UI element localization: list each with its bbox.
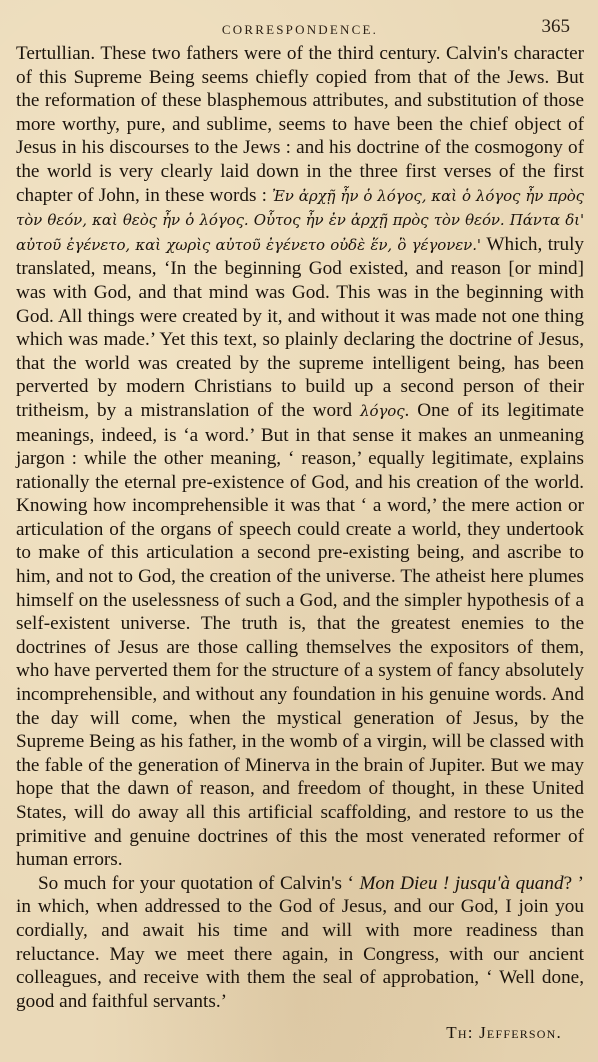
signature: Th: Jefferson. [446, 1023, 562, 1043]
body-text [16, 42, 584, 1045]
page-number: 365 [541, 16, 570, 37]
paragraph-1-part-2: Which, truly translated, means, ‘In the beginning God existed, and reason [or mind] was with God, and that mind was God. This was in the beginning with God. All things were created by it, and without it was made not one thing which was made.’ Yet this text, so plainly declaring the doctrine of Jesus, that the world was created by the supreme intelligent being, has been perverted by modern Christians to build up a second person of their tritheism, by a mistranslation of the word [16, 233, 585, 421]
greek-quotation: Ἐν ἀρχῇ ἦν ὁ λόγος, καὶ ὁ λόγος ἦν πρὸς τὸν θεόν, καὶ θεὸς ἦν ὁ λόγος. Οὗτος ἦν ἐν ἀρχῇ πρὸς τὸν θεόν. Πάντα δι' αὐτοῦ ἐγένετο, καὶ χωρὶς αὐτοῦ ἐγένετο οὐδὲ ἕν, ὃ γέγονεν.' [16, 186, 584, 254]
paragraph-2 [16, 872, 584, 1014]
paragraph-2-part-2: ? ’ in which, when addressed to the God of Jesus, and our God, I join you cordially, and await his time and will with more readiness than reluctance. May we meet there again, in Congress, with our ancient colleagues, and receive with them the seal of approbation, ‘ Well done, good and faithful servants.’ [16, 872, 584, 1012]
french-quotation: Mon Dieu ! jusqu'à quand [359, 872, 564, 894]
paragraph-1-part-3: . One of its legitimate meanings, indeed, is ‘a word.’ But in that sense it makes an unmeaning jargon : while the other meaning, ‘ reason,’ equally legitimate, explains rationally the eternal pre-existence of God, and his creation of the world. Knowing how incomprehensible it was that ‘ a word,’ the mere action or articulation of the organs of speech could create a world, they undertook to make of this articulation a second pre-existing being, and ascribe to him, and not to God, the creation of the universe. The atheist here plumes himself on the uselessness of such a God, and the simpler hypothesis of a self-existent universe. The truth is, that the greatest enemies to the doctrines of Jesus are those calling themselves the expositors of them, who have perverted them for the structure of a system of fancy absolutely incomprehensible, and without any foundation in his genuine words. And the day will come, when the mystical generation of Jesus, by the Supreme Being as his father, in the womb of a virgin, will be classed with the fable of the generation of Minerva in the brain of Jupiter. But we may hope that the dawn of reason, and freedom of thought, in these United States, will do away all this artificial scaffolding, and restore to us the primitive and genuine doctrines of this the most venerated reformer of human errors. [16, 399, 584, 871]
greek-word-logos: λόγος [360, 401, 405, 420]
paragraph-1-part-1: Tertullian. These two fathers were of the third century. Calvin's character of this Supreme Being seems chiefly copied from that of the Jews. But the reformation of these blasphemous attributes, and substitution of those more worthy, pure, and sublime, seems to have been the chief object of Jesus in his discourses to the Jews : and his doctrine of the cosmogony of the world is very clearly laid down in the three first verses of the first chapter of John, in these words : [16, 43, 584, 206]
running-head [16, 10, 584, 40]
paragraph-2-part-1: So much for your quotation of Calvin's ‘ [38, 872, 360, 894]
running-title: CORRESPONDENCE. [221, 22, 379, 37]
paragraph-1 [16, 42, 584, 872]
